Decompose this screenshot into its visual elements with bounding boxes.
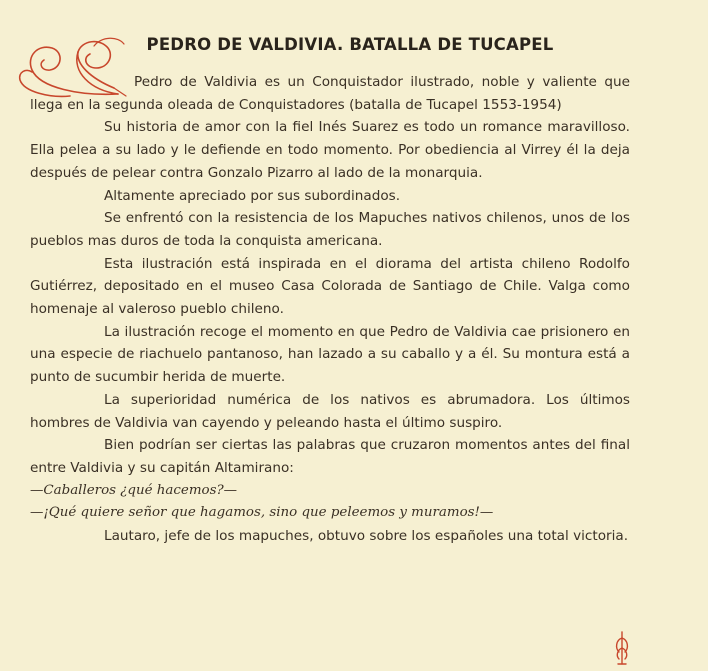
quote-line: —¡Qué quiere señor que hagamos, sino que peleemos y muramos!— [30, 505, 494, 521]
fleur-ornament-icon [612, 628, 632, 666]
paragraph: Su historia de amor con la fiel Inés Suarez es todo un romance maravilloso. Ella pelea a su lado y le defiende en todo momento. Por obediencia al Virrey él la deja después de pelear contra Gonzalo Pizarro al lado de la monarquia. [30, 119, 630, 181]
quote-line: —Caballeros ¿qué hacemos?— [30, 482, 238, 498]
paragraph: Bien podrían ser ciertas las palabras que cruzaron momentos antes del final entre Valdivia y su capitán Altamirano: [30, 437, 630, 476]
paragraph: Esta ilustración está inspirada en el diorama del artista chileno Rodolfo Gutiérrez, depositado en el museo Casa Colorada de Santiago de Chile. Valga como homenaje al valeroso pueblo chileno. [30, 255, 630, 318]
paragraph: Pedro de Valdivia es un Conquistador ilustrado, noble y valiente que llega en la segunda oleada de Conquistadores (batalla de Tucapel 1553-1954) [30, 74, 630, 113]
closing-paragraph: Lautaro, jefe de los mapuches, obtuvo sobre los españoles una total victoria. [104, 528, 629, 545]
page-title: PEDRO DE VALDIVIA. BATALLA DE TUCAPEL [146, 35, 554, 54]
paragraph: La ilustración recoge el momento en que Pedro de Valdivia cae prisionero en una especie de riachuelo pantanoso, han lazado a su caballo y a él. Su montura está a punto de sucumbir herida de muerte. [30, 323, 630, 386]
paragraph: Altamente apreciado por sus subordinados. [104, 187, 401, 204]
article-body [30, 71, 630, 548]
paragraph: Se enfrentó con la resistencia de los Mapuches nativos chilenos, unos de los pueblos mas duros de toda la conquista americana. [30, 210, 630, 249]
paragraph: La superioridad numérica de los nativos es abrumadora. Los últimos hombres de Valdivia van cayendo y peleando hasta el último suspiro. [30, 391, 630, 431]
